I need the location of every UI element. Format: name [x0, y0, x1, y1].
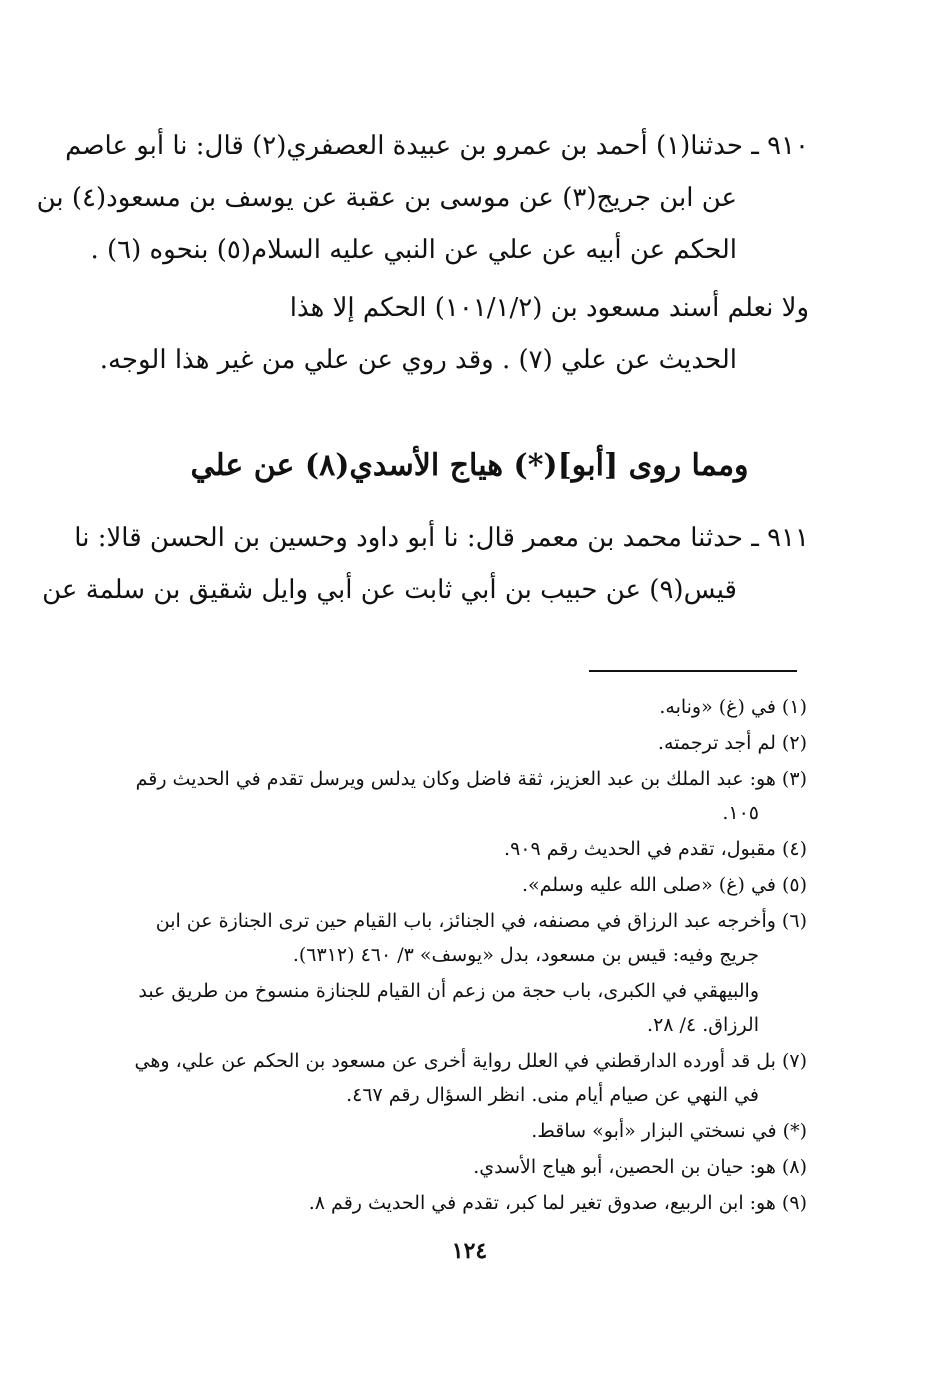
- hadith-911-line-1: ٩١١ ـ حدثنا محمد بن معمر قال: نا أبو داود وحسين بن الحسن قالا: نا: [74, 523, 809, 553]
- section-heading: ومما روى [أبو](*) هياج الأسدي(٨) عن علي: [190, 448, 749, 483]
- footnotes: [105, 690, 807, 1222]
- hadith-911-line-2: قيس(٩) عن حبيب بن أبي ثابت عن أبي وايل شقيق بن سلمة عن: [42, 575, 737, 605]
- footnote-1: [105, 690, 807, 724]
- footnote-3: [105, 762, 807, 830]
- author-comment-line-2: الحديث عن علي (٧) . وقد روي عن علي من غير هذا الوجه.: [99, 345, 737, 375]
- footnote-line: (*) في نسختي البزار «أبو» ساقط.: [531, 1120, 807, 1142]
- footnote-line: (١) في (غ) «ونابه.: [659, 696, 807, 718]
- footnote-6: [105, 904, 807, 972]
- hadith-910-paragraph: [36, 120, 809, 276]
- footnote-line: (٦) وأخرجه عبد الرزاق في مصنفه، في الجنائز، باب القيام حين ترى الجنازة عن ابن: [155, 910, 807, 932]
- hadith-911-paragraph: [42, 512, 809, 616]
- footnote-separator: [589, 670, 797, 672]
- footnote-5: [105, 868, 807, 902]
- footnote-line: ١٠٥.: [722, 802, 759, 824]
- footnote-star: [105, 1114, 807, 1148]
- author-comment-paragraph: [99, 282, 809, 386]
- footnote-line: في النهي عن صيام أيام منى. انظر السؤال رقم ٤٦٧.: [346, 1084, 759, 1106]
- footnote-line: جريج وفيه: قيس بن مسعود، بدل «يوسف» ٣/ ٤٦٠ (٦٣١٢).: [292, 944, 759, 966]
- footnote-7: [105, 1044, 807, 1112]
- footnote-line: (٣) هو: عبد الملك بن عبد العزيز، ثقة فاضل وكان يدلس ويرسل تقدم في الحديث رقم: [135, 768, 807, 790]
- footnote-line: الرزاق. ٤/ ٢٨.: [647, 1014, 759, 1036]
- hadith-910-line-3: الحكم عن أبيه عن علي عن النبي عليه السلام(٥) بنحوه (٦) .: [90, 235, 737, 265]
- footnote-line: (٥) في (غ) «صلى الله عليه وسلم».: [521, 874, 807, 896]
- hadith-910-line-1: ٩١٠ ـ حدثنا(١) أحمد بن عمرو بن عبيدة العصفري(٢) قال: نا أبو عاصم: [65, 131, 809, 161]
- footnote-6-continued: [105, 974, 807, 1042]
- footnote-line: (٩) هو: ابن الربيع، صدوق تغير لما كبر، تقدم في الحديث رقم ٨.: [308, 1192, 807, 1214]
- footnote-9: [105, 1186, 807, 1220]
- page-number: ١٢٤: [451, 1238, 488, 1264]
- hadith-910-line-2: عن ابن جريج(٣) عن موسى بن عقبة عن يوسف بن مسعود(٤) بن: [36, 183, 737, 213]
- footnote-line: (٤) مقبول، تقدم في الحديث رقم ٩٠٩.: [504, 838, 807, 860]
- author-comment-line-1: ولا نعلم أسند مسعود بن (١٠١/١/٢) الحكم إلا هذا: [289, 293, 809, 323]
- footnote-2: [105, 726, 807, 760]
- footnote-8: [105, 1150, 807, 1184]
- footnote-4: [105, 832, 807, 866]
- footnote-line: والبيهقي في الكبرى، باب حجة من زعم أن القيام للجنازة منسوخ من طريق عبد: [138, 980, 759, 1002]
- footnote-line: (٨) هو: حيان بن الحصين، أبو هياج الأسدي.: [473, 1156, 807, 1178]
- footnote-line: (٢) لم أجد ترجمته.: [657, 732, 807, 754]
- footnote-line: (٧) بل قد أورده الدارقطني في العلل رواية أخرى عن مسعود بن الحكم عن علي، وهي: [134, 1050, 807, 1072]
